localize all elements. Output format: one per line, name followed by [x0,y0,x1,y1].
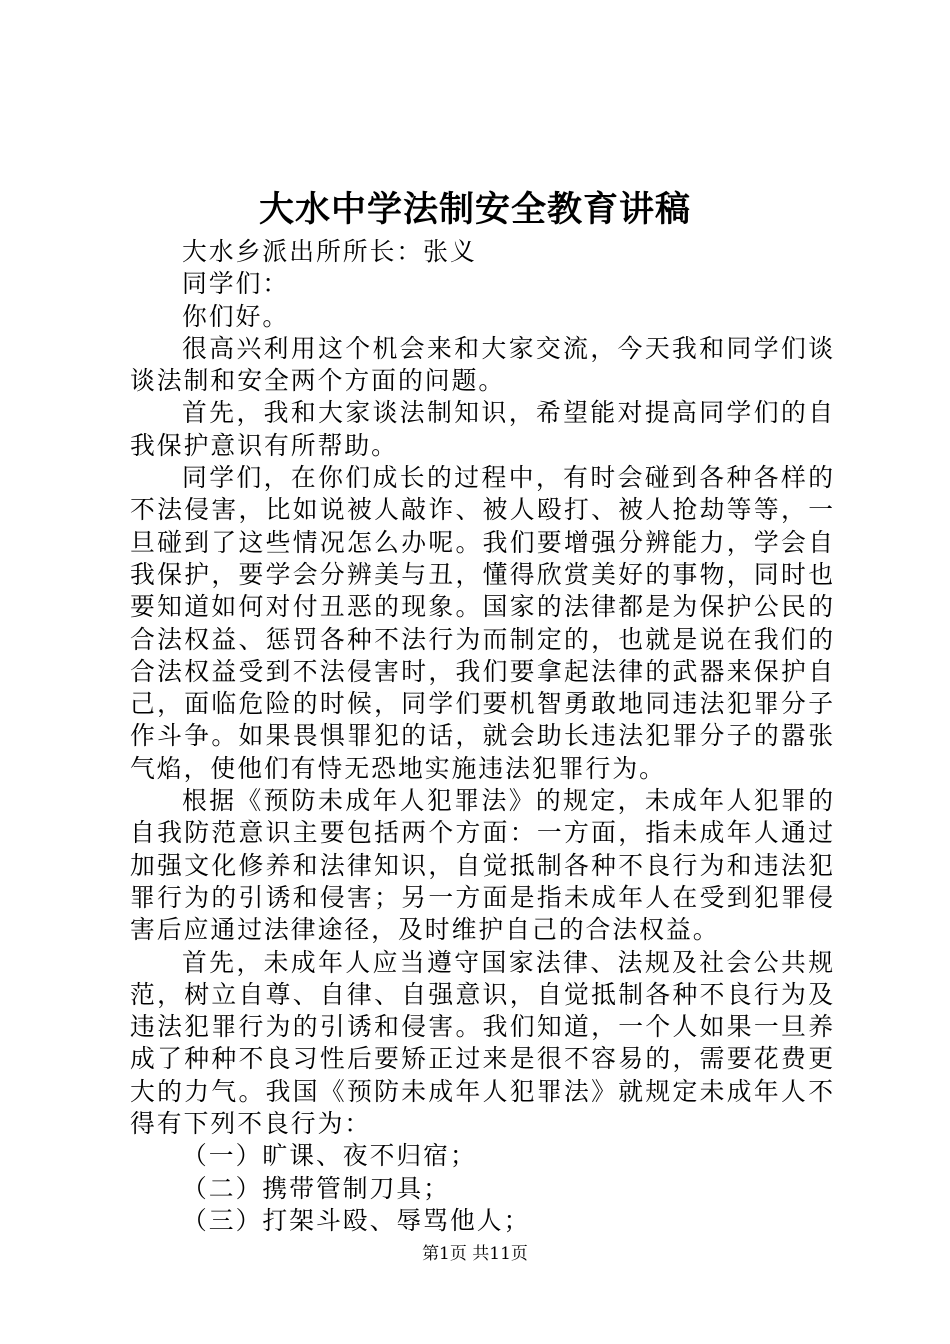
paragraph: 根据《预防未成年人犯罪法》的规定，未成年人犯罪的自我防范意识主要包括两个方面：一方面，指未成年人通过加强文化修养和法律知识，自觉抵制各种不良行为和违法犯罪行为的引诱和侵害；另一方面是指未成年人在受到犯罪侵害后应通过法律途径，及时维护自己的合法权益。 [130,786,835,945]
document-title: 大水中学法制安全教育讲稿 [258,189,691,230]
greeting: 你们好。 [182,301,290,331]
list-item: （三）打架斗殴、辱骂他人； [182,1205,531,1235]
paragraph: 很高兴利用这个机会来和大家交流，今天我和同学们谈谈法制和安全两个方面的问题。 [130,333,835,396]
paragraph: 首先，我和大家谈法制知识，希望能对提高同学们的自我保护意识有所帮助。 [130,398,835,460]
salutation: 同学们： [182,269,290,299]
paragraph: 首先，未成年人应当遵守国家法律、法规及社会公共规范，树立自尊、自律、自强意识，自觉抵制各种不良行为及违法犯罪行为的引诱和侵害。我们知道，一个人如果一旦养成了种种不良习性后要矫正过来是很不容易的，需要花费更大的力气。我国《预防未成年人犯罪法》就规定未成年人不得有下列不良行为： [130,947,835,1139]
page-footer: 第1页 共11页 [422,1244,528,1264]
document-body [130,236,835,1237]
list-item: （一）旷课、夜不归宿； [182,1141,477,1171]
speaker-line: 大水乡派出所所长：张义 [182,237,477,266]
list-item: （二）携带管制刀具； [182,1173,450,1203]
paragraph: 同学们，在你们成长的过程中，有时会碰到各种各样的不法侵害，比如说被人敲诈、被人殴打、被人抢劫等等，一旦碰到了这些情况怎么办呢。我们要增强分辨能力，学会自我保护，要学会分辨美与丑，懂得欣赏美好的事物，同时也要知道如何对付丑恶的现象。国家的法律都是为保护公民的合法权益、惩罚各种不法行为而制定的，也就是说在我们的合法权益受到不法侵害时，我们要拿起法律的武器来保护自己，面临危险的时候，同学们要机智勇敢地同违法犯罪分子作斗争。如果畏惧罪犯的话，就会助长违法犯罪分子的嚣张气焰，使他们有恃无恐地实施违法犯罪行为。 [130,463,835,783]
